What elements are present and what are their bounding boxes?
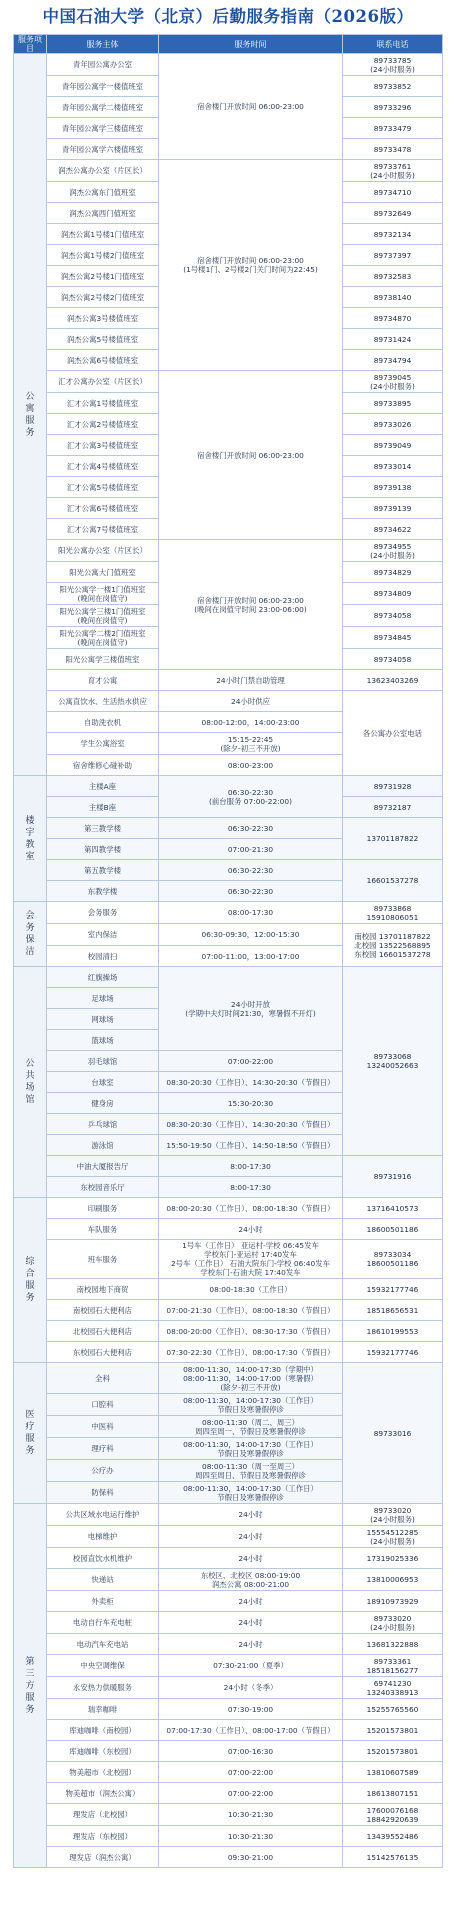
service-subject-cell: 汇才公寓6号楼值班室 bbox=[47, 498, 159, 519]
category-cell bbox=[14, 902, 47, 967]
service-subject-cell: 润杰公寓5号楼值班室 bbox=[47, 329, 159, 350]
service-subject-cell: 汇才公寓2号楼值班室 bbox=[47, 414, 159, 435]
service-subject-cell: 乒乓球馆 bbox=[47, 1114, 159, 1135]
contact-phone-cell: 13810607589 bbox=[343, 1762, 443, 1783]
table-row bbox=[14, 818, 443, 839]
contact-phone-cell: 89733014 bbox=[343, 456, 443, 477]
table-row bbox=[14, 1655, 443, 1677]
service-subject-cell: 足球场 bbox=[47, 988, 159, 1009]
service-subject-cell: 青年园公寓学一楼值班室 bbox=[47, 76, 159, 97]
table-row bbox=[14, 371, 443, 393]
service-time-cell: 24小时门禁自助管理 bbox=[159, 670, 343, 691]
service-time-cell: 07:30-22:30（工作日）、08:00-17:30（节假日） bbox=[159, 1342, 343, 1363]
header-subject: 服务主体 bbox=[47, 35, 159, 54]
contact-phone-cell: 89731424 bbox=[343, 329, 443, 350]
contact-phone-cell: 18610199553 bbox=[343, 1321, 443, 1342]
service-time-cell: 08:00-11:30，14:00-17:30（工作日） 节假日及寒暑假停诊 bbox=[159, 1394, 343, 1416]
service-time-cell: 24小时 bbox=[159, 1548, 343, 1569]
service-time-cell: 24小时 bbox=[159, 1591, 343, 1612]
table-row bbox=[14, 1156, 443, 1177]
category-cell bbox=[14, 1363, 47, 1504]
contact-phone-cell: 各公寓办公室电话 bbox=[343, 691, 443, 776]
service-time-cell: 06:30-22:30 (前台服务 07:00-22:00) bbox=[159, 776, 343, 818]
service-subject-cell: 口腔科 bbox=[47, 1394, 159, 1416]
service-subject-cell: 润杰公寓2号楼2门值班室 bbox=[47, 287, 159, 308]
service-subject-cell: 东校园石大便利店 bbox=[47, 1342, 159, 1363]
contact-phone-cell: 89739045 (24小时服务) bbox=[343, 371, 443, 393]
contact-phone-cell: 18600501186 bbox=[343, 1219, 443, 1240]
service-time-cell: 24小时开放 (学期中夫灯时间21:30，寒暑假不开灯) bbox=[159, 967, 343, 1051]
service-time-cell: 08:30-20:30（工作日）、14:30-20:30（节假日） bbox=[159, 1072, 343, 1093]
contact-phone-cell: 15201573801 bbox=[343, 1741, 443, 1762]
table-row bbox=[14, 902, 443, 924]
service-time-cell: 10:30-21:30 bbox=[159, 1826, 343, 1847]
service-subject-cell: 理发店（润杰公寓） bbox=[47, 1847, 159, 1868]
contact-phone-cell: 13439552486 bbox=[343, 1826, 443, 1847]
table-header-row bbox=[14, 35, 443, 54]
service-time-cell: 09:30-21:00 bbox=[159, 1847, 343, 1868]
contact-phone-cell: 89733026 bbox=[343, 414, 443, 435]
header-category: 服务项目 bbox=[14, 35, 47, 54]
service-time-cell: 宿舍楼门开放时间 06:00-23:00 (晚间在岗值守时间 23:00-06:00) bbox=[159, 540, 343, 670]
contact-phone-cell: 13681322888 bbox=[343, 1634, 443, 1655]
service-time-cell: 07:30-19:00 bbox=[159, 1699, 343, 1720]
service-subject-cell: 阳光公寓大门值班室 bbox=[47, 562, 159, 583]
contact-phone-cell: 89733479 bbox=[343, 118, 443, 139]
contact-phone-cell: 89732583 bbox=[343, 266, 443, 287]
table-row bbox=[14, 1279, 443, 1300]
table-row bbox=[14, 1342, 443, 1363]
contact-phone-cell: 89731916 bbox=[343, 1156, 443, 1198]
service-subject-cell: 中医科 bbox=[47, 1416, 159, 1438]
table-row bbox=[14, 1677, 443, 1699]
service-subject-cell: 室内保洁 bbox=[47, 924, 159, 946]
service-subject-cell: 羽毛球馆 bbox=[47, 1051, 159, 1072]
service-subject-cell: 第四教学楼 bbox=[47, 839, 159, 860]
service-time-cell: 8:00-17:30 bbox=[159, 1177, 343, 1198]
service-subject-cell: 物美超市（北校园） bbox=[47, 1762, 159, 1783]
table-row bbox=[14, 1699, 443, 1720]
service-subject-cell: 理发店（北校园） bbox=[47, 1804, 159, 1826]
table-row bbox=[14, 1804, 443, 1826]
service-subject-cell: 汇才公寓3号楼值班室 bbox=[47, 435, 159, 456]
service-subject-cell: 汇才公寓办公室（片区长） bbox=[47, 371, 159, 393]
contact-phone-cell: 89733478 bbox=[343, 139, 443, 160]
contact-phone-cell: 89734794 bbox=[343, 350, 443, 371]
service-table bbox=[13, 34, 443, 1868]
contact-phone-cell: 15142576135 bbox=[343, 1847, 443, 1868]
table-row bbox=[14, 1321, 443, 1342]
service-time-cell: 15:15-22:45 (除夕-初三不开放) bbox=[159, 733, 343, 755]
service-subject-cell: 电动自行车充电桩 bbox=[47, 1612, 159, 1634]
table-row bbox=[14, 1720, 443, 1741]
contact-phone-cell: 89733761 (24小时服务) bbox=[343, 160, 443, 182]
service-subject-cell: 润杰公寓东门值班室 bbox=[47, 182, 159, 203]
service-time-cell: 07:00-17:30（工作日）、08:00-17:00（节假日） bbox=[159, 1720, 343, 1741]
service-time-cell: 07:00-21:30 bbox=[159, 839, 343, 860]
service-subject-cell: 第五教学楼 bbox=[47, 860, 159, 881]
contact-phone-cell: 89731928 bbox=[343, 776, 443, 797]
service-time-cell: 06:30-22:30 bbox=[159, 881, 343, 902]
table-row bbox=[14, 1504, 443, 1526]
service-time-cell: 08:00-20:00（工作日）、08:30-17:30（节假日） bbox=[159, 1321, 343, 1342]
service-subject-cell: 润杰公寓3号楼值班室 bbox=[47, 308, 159, 329]
service-time-cell: 06:30-09:30，12:00-15:30 bbox=[159, 924, 343, 946]
contact-phone-cell: 89733068 13240052663 bbox=[343, 967, 443, 1156]
category-label: 公寓服务 bbox=[25, 391, 35, 438]
service-subject-cell: 网球场 bbox=[47, 1009, 159, 1030]
service-subject-cell: 东校园音乐厅 bbox=[47, 1177, 159, 1198]
contact-phone-cell: 89734955 (24小时服务) bbox=[343, 540, 443, 562]
service-subject-cell: 南校园石大便利店 bbox=[47, 1300, 159, 1321]
service-time-cell: 24小时 bbox=[159, 1612, 343, 1634]
contact-phone-cell: 89733852 bbox=[343, 76, 443, 97]
service-time-cell: 宿舍楼门开放时间 06:00-23:00 (1号楼1门、2号楼2门关门时间为22:45) bbox=[159, 160, 343, 371]
table-row bbox=[14, 1198, 443, 1219]
table-row bbox=[14, 540, 443, 562]
service-subject-cell: 润杰公寓2号楼1门值班室 bbox=[47, 266, 159, 287]
contact-phone-cell: 15554512285 (24小时服务) bbox=[343, 1526, 443, 1548]
service-time-cell: 24小时供应 bbox=[159, 691, 343, 712]
table-row bbox=[14, 1363, 443, 1394]
service-subject-cell: 中央空调维保 bbox=[47, 1655, 159, 1677]
service-subject-cell: 润杰公寓6号楼值班室 bbox=[47, 350, 159, 371]
contact-phone-cell: 89733034 18600501186 bbox=[343, 1240, 443, 1279]
service-subject-cell: 车队服务 bbox=[47, 1219, 159, 1240]
service-subject-cell: 外卖柜 bbox=[47, 1591, 159, 1612]
service-subject-cell: 润杰公寓1号楼1门值班室 bbox=[47, 224, 159, 245]
service-time-cell: 06:30-22:30 bbox=[159, 860, 343, 881]
table-row bbox=[14, 1741, 443, 1762]
table-body bbox=[14, 54, 443, 1868]
contact-phone-cell: 89734622 bbox=[343, 519, 443, 540]
contact-phone-cell: 89732187 bbox=[343, 797, 443, 818]
contact-phone-cell: 89733785 (24小时服务) bbox=[343, 54, 443, 76]
service-subject-cell: 青年园公寓办公室 bbox=[47, 54, 159, 76]
service-subject-cell: 库迪咖啡（南校园） bbox=[47, 1720, 159, 1741]
contact-phone-cell: 南校园 13701187822 北校园 13522568895 东校园 16601537278 bbox=[343, 924, 443, 967]
contact-phone-cell: 89734058 bbox=[343, 649, 443, 670]
table-row bbox=[14, 967, 443, 988]
service-time-cell: 08:30-20:30（工作日）、14:30-20:30（节假日） bbox=[159, 1114, 343, 1135]
service-subject-cell: 阳光公寓学三楼值班室 bbox=[47, 649, 159, 670]
service-subject-cell: 瑞幸咖啡 bbox=[47, 1699, 159, 1720]
table-row bbox=[14, 670, 443, 691]
table-row bbox=[14, 1612, 443, 1634]
category-cell bbox=[14, 776, 47, 902]
service-subject-cell: 主楼A座 bbox=[47, 776, 159, 797]
table-row bbox=[14, 1847, 443, 1868]
service-subject-cell: 主楼B座 bbox=[47, 797, 159, 818]
contact-phone-cell: 89734809 bbox=[343, 583, 443, 605]
contact-phone-cell: 13623403269 bbox=[343, 670, 443, 691]
service-subject-cell: 篮球场 bbox=[47, 1030, 159, 1051]
service-time-cell: 宿舍楼门开放时间 06:00-23:00 bbox=[159, 371, 343, 540]
category-label: 第三方服务 bbox=[25, 1656, 35, 1715]
service-time-cell: 06:30-22:30 bbox=[159, 818, 343, 839]
service-subject-cell: 中油大厦报告厅 bbox=[47, 1156, 159, 1177]
contact-phone-cell: 89734058 bbox=[343, 605, 443, 627]
header-phone: 联系电话 bbox=[343, 35, 443, 54]
service-subject-cell: 青年园公寓学六楼值班室 bbox=[47, 139, 159, 160]
table-row bbox=[14, 924, 443, 946]
page-title: 中国石油大学（北京）后勤服务指南（2026版） bbox=[42, 7, 414, 26]
service-subject-cell: 全科 bbox=[47, 1363, 159, 1394]
service-subject-cell: 学生公寓浴室 bbox=[47, 733, 159, 755]
service-subject-cell: 公寓直饮水、生活热水供应 bbox=[47, 691, 159, 712]
contact-phone-cell: 13716410573 bbox=[343, 1198, 443, 1219]
service-subject-cell: 宿舍维修心碰补助 bbox=[47, 755, 159, 776]
service-subject-cell: 游泳馆 bbox=[47, 1135, 159, 1156]
service-subject-cell: 东教学楼 bbox=[47, 881, 159, 902]
contact-phone-cell: 89733296 bbox=[343, 97, 443, 118]
service-subject-cell: 理发店（东校园） bbox=[47, 1826, 159, 1847]
service-time-cell: 07:00-22:00 bbox=[159, 1783, 343, 1804]
category-label: 楼宇教室 bbox=[25, 815, 35, 862]
contact-phone-cell: 89733361 18518156277 bbox=[343, 1655, 443, 1677]
service-time-cell: 07:30-21:00（夏季） bbox=[159, 1655, 343, 1677]
table-row bbox=[14, 1300, 443, 1321]
service-subject-cell: 阳光公寓学二楼2门值班室 (晚间在岗值守) bbox=[47, 627, 159, 649]
service-time-cell: 15:30-20:30 bbox=[159, 1093, 343, 1114]
service-subject-cell: 阳光公寓学一楼1门值班室 (晚间在岗值守) bbox=[47, 583, 159, 605]
category-label: 会务保洁 bbox=[25, 911, 35, 957]
contact-phone-cell: 89734870 bbox=[343, 308, 443, 329]
service-time-cell: 08:00-12:00，14:00-23:00 bbox=[159, 712, 343, 733]
service-time-cell: 07:00-11:00，13:00-17:00 bbox=[159, 946, 343, 967]
service-time-cell: 08:00-11:30（周一至周三） 周四至周日、节假日及寒暑假停诊 bbox=[159, 1460, 343, 1482]
table-row bbox=[14, 1526, 443, 1548]
table-row bbox=[14, 1762, 443, 1783]
category-label: 医疗服务 bbox=[25, 1410, 35, 1456]
table-row bbox=[14, 1783, 443, 1804]
service-subject-cell: 台球室 bbox=[47, 1072, 159, 1093]
contact-phone-cell: 15201573801 bbox=[343, 1720, 443, 1741]
service-time-cell: 08:00-18:30（工作日） bbox=[159, 1279, 343, 1300]
contact-phone-cell: 89734710 bbox=[343, 182, 443, 203]
category-cell bbox=[14, 1198, 47, 1363]
service-time-cell: 08:00-17:30 bbox=[159, 902, 343, 924]
service-time-cell: 24小时 bbox=[159, 1219, 343, 1240]
service-subject-cell: 会务服务 bbox=[47, 902, 159, 924]
contact-phone-cell: 69741230 13240338913 bbox=[343, 1677, 443, 1699]
contact-phone-cell: 89733020 (24小时服务) bbox=[343, 1504, 443, 1526]
service-subject-cell: 青年园公寓学三楼值班室 bbox=[47, 118, 159, 139]
contact-phone-cell: 89739138 bbox=[343, 477, 443, 498]
service-subject-cell: 第三教学楼 bbox=[47, 818, 159, 839]
service-time-cell: 08:00-20:30（工作日）、08:00-18:30（节假日） bbox=[159, 1198, 343, 1219]
contact-phone-cell: 89734845 bbox=[343, 627, 443, 649]
category-cell bbox=[14, 1504, 47, 1868]
service-subject-cell: 育才公寓 bbox=[47, 670, 159, 691]
service-subject-cell: 校园清扫 bbox=[47, 946, 159, 967]
service-subject-cell: 汇才公寓1号楼值班室 bbox=[47, 393, 159, 414]
service-subject-cell: 阳光公寓办公室（片区长） bbox=[47, 540, 159, 562]
table-row bbox=[14, 54, 443, 76]
table-row bbox=[14, 1634, 443, 1655]
service-time-cell: 24小时 bbox=[159, 1634, 343, 1655]
service-subject-cell: 青年园公寓学二楼值班室 bbox=[47, 97, 159, 118]
service-subject-cell: 自助洗衣机 bbox=[47, 712, 159, 733]
service-subject-cell: 快递站 bbox=[47, 1569, 159, 1591]
contact-phone-cell: 89739139 bbox=[343, 498, 443, 519]
service-time-cell: 1号车（工作日） 亚运村-学校 06:45发车 学校东门-亚运村 17:40发车 2号车（工作日） 石油大院东门-学校 06:40发车 学校东门-石油大院 17:40发车 bbox=[159, 1240, 343, 1279]
table-row bbox=[14, 1240, 443, 1279]
service-time-cell: 08:00-11:30，14:00-17:30（工作日） 节假日及寒暑假停诊 bbox=[159, 1438, 343, 1460]
contact-phone-cell: 13701187822 bbox=[343, 818, 443, 860]
table-row bbox=[14, 1548, 443, 1569]
service-time-cell: 08:00-11:30，14:00-17:30（工作日） 节假日及寒暑假停诊 bbox=[159, 1482, 343, 1504]
service-time-cell: 08:00-11:30（周二、周三） 周四至周一、节假日及寒暑假停诊 bbox=[159, 1416, 343, 1438]
contact-phone-cell: 89733868 15910806051 bbox=[343, 902, 443, 924]
contact-phone-cell: 18613807151 bbox=[343, 1783, 443, 1804]
service-time-cell: 24小时 bbox=[159, 1526, 343, 1548]
table-row bbox=[14, 1569, 443, 1591]
service-subject-cell: 永安热力供暖服务 bbox=[47, 1677, 159, 1699]
service-time-cell: 08:00-23:00 bbox=[159, 755, 343, 776]
table-row bbox=[14, 860, 443, 881]
service-subject-cell: 阳光公寓学三楼1门值班室 (晚间在岗值守) bbox=[47, 605, 159, 627]
service-time-cell: 宿舍楼门开放时间 06:00-23:00 bbox=[159, 54, 343, 160]
contact-phone-cell: 15932177746 bbox=[343, 1279, 443, 1300]
service-subject-cell: 润杰公寓1号楼2门值班室 bbox=[47, 245, 159, 266]
contact-phone-cell: 13810006953 bbox=[343, 1569, 443, 1591]
service-subject-cell: 北校园石大便利店 bbox=[47, 1321, 159, 1342]
table-row bbox=[14, 1591, 443, 1612]
contact-phone-cell: 89738140 bbox=[343, 287, 443, 308]
service-subject-cell: 健身房 bbox=[47, 1093, 159, 1114]
service-subject-cell: 润杰公寓办公室（片区长） bbox=[47, 160, 159, 182]
header-time: 服务时间 bbox=[159, 35, 343, 54]
contact-phone-cell: 15255765560 bbox=[343, 1699, 443, 1720]
service-subject-cell: 校园直饮水机维护 bbox=[47, 1548, 159, 1569]
service-time-cell: 24小时（冬季） bbox=[159, 1677, 343, 1699]
contact-phone-cell: 89733016 bbox=[343, 1363, 443, 1504]
category-label: 公共场馆 bbox=[25, 1059, 35, 1105]
service-subject-cell: 公共区域水电运行维护 bbox=[47, 1504, 159, 1526]
service-subject-cell: 班车服务 bbox=[47, 1240, 159, 1279]
service-subject-cell: 电动汽车充电站 bbox=[47, 1634, 159, 1655]
service-subject-cell: 电梯维护 bbox=[47, 1526, 159, 1548]
service-subject-cell: 理疗科 bbox=[47, 1438, 159, 1460]
contact-phone-cell: 89737397 bbox=[343, 245, 443, 266]
service-subject-cell: 物美超市（润杰公寓） bbox=[47, 1783, 159, 1804]
service-time-cell: 07:00-22:00 bbox=[159, 1762, 343, 1783]
service-subject-cell: 汇才公寓4号楼值班室 bbox=[47, 456, 159, 477]
service-time-cell: 07:00-22:00 bbox=[159, 1051, 343, 1072]
service-time-cell: 10:30-21:30 bbox=[159, 1804, 343, 1826]
service-subject-cell: 汇才公寓7号楼值班室 bbox=[47, 519, 159, 540]
table-row bbox=[14, 691, 443, 712]
service-subject-cell: 印刷服务 bbox=[47, 1198, 159, 1219]
contact-phone-cell: 89732649 bbox=[343, 203, 443, 224]
service-time-cell: 08:00-11:30，14:00-17:30（学期中） 08:00-11:30，14:00-17:00（寒暑假） (除夕-初三不开放) bbox=[159, 1363, 343, 1394]
service-time-cell: 8:00-17:30 bbox=[159, 1156, 343, 1177]
category-cell bbox=[14, 54, 47, 776]
table-row bbox=[14, 1826, 443, 1847]
contact-phone-cell: 17319025336 bbox=[343, 1548, 443, 1569]
service-subject-cell: 红旗操场 bbox=[47, 967, 159, 988]
service-time-cell: 07:00-21:30（工作日）、08:00-18:30（节假日） bbox=[159, 1300, 343, 1321]
contact-phone-cell: 89734829 bbox=[343, 562, 443, 583]
contact-phone-cell: 18910973929 bbox=[343, 1591, 443, 1612]
contact-phone-cell: 89732134 bbox=[343, 224, 443, 245]
service-subject-cell: 公疗办 bbox=[47, 1460, 159, 1482]
category-cell bbox=[14, 967, 47, 1198]
service-subject-cell: 南校园地下商贸 bbox=[47, 1279, 159, 1300]
service-subject-cell: 防保科 bbox=[47, 1482, 159, 1504]
contact-phone-cell: 17600076168 18842920639 bbox=[343, 1804, 443, 1826]
service-time-cell: 东校区、北校区 08:00-19:00 润杰公寓 08:00-21:00 bbox=[159, 1569, 343, 1591]
contact-phone-cell: 18518656531 bbox=[343, 1300, 443, 1321]
category-label: 综合服务 bbox=[25, 1257, 35, 1303]
table-row bbox=[14, 160, 443, 182]
contact-phone-cell: 89739049 bbox=[343, 435, 443, 456]
table-row bbox=[14, 1219, 443, 1240]
contact-phone-cell: 89733020 (24小时服务) bbox=[343, 1612, 443, 1634]
service-time-cell: 07:00-16:30 bbox=[159, 1741, 343, 1762]
service-time-cell: 24小时 bbox=[159, 1504, 343, 1526]
contact-phone-cell: 16601537278 bbox=[343, 860, 443, 902]
service-subject-cell: 汇才公寓5号楼值班室 bbox=[47, 477, 159, 498]
contact-phone-cell: 15932177746 bbox=[343, 1342, 443, 1363]
service-subject-cell: 库迪咖啡（东校园） bbox=[47, 1741, 159, 1762]
contact-phone-cell: 89733895 bbox=[343, 393, 443, 414]
table-row bbox=[14, 776, 443, 797]
service-subject-cell: 润杰公寓西门值班室 bbox=[47, 203, 159, 224]
service-time-cell: 15:50-19:50（工作日）、14:50-18:50（节假日） bbox=[159, 1135, 343, 1156]
